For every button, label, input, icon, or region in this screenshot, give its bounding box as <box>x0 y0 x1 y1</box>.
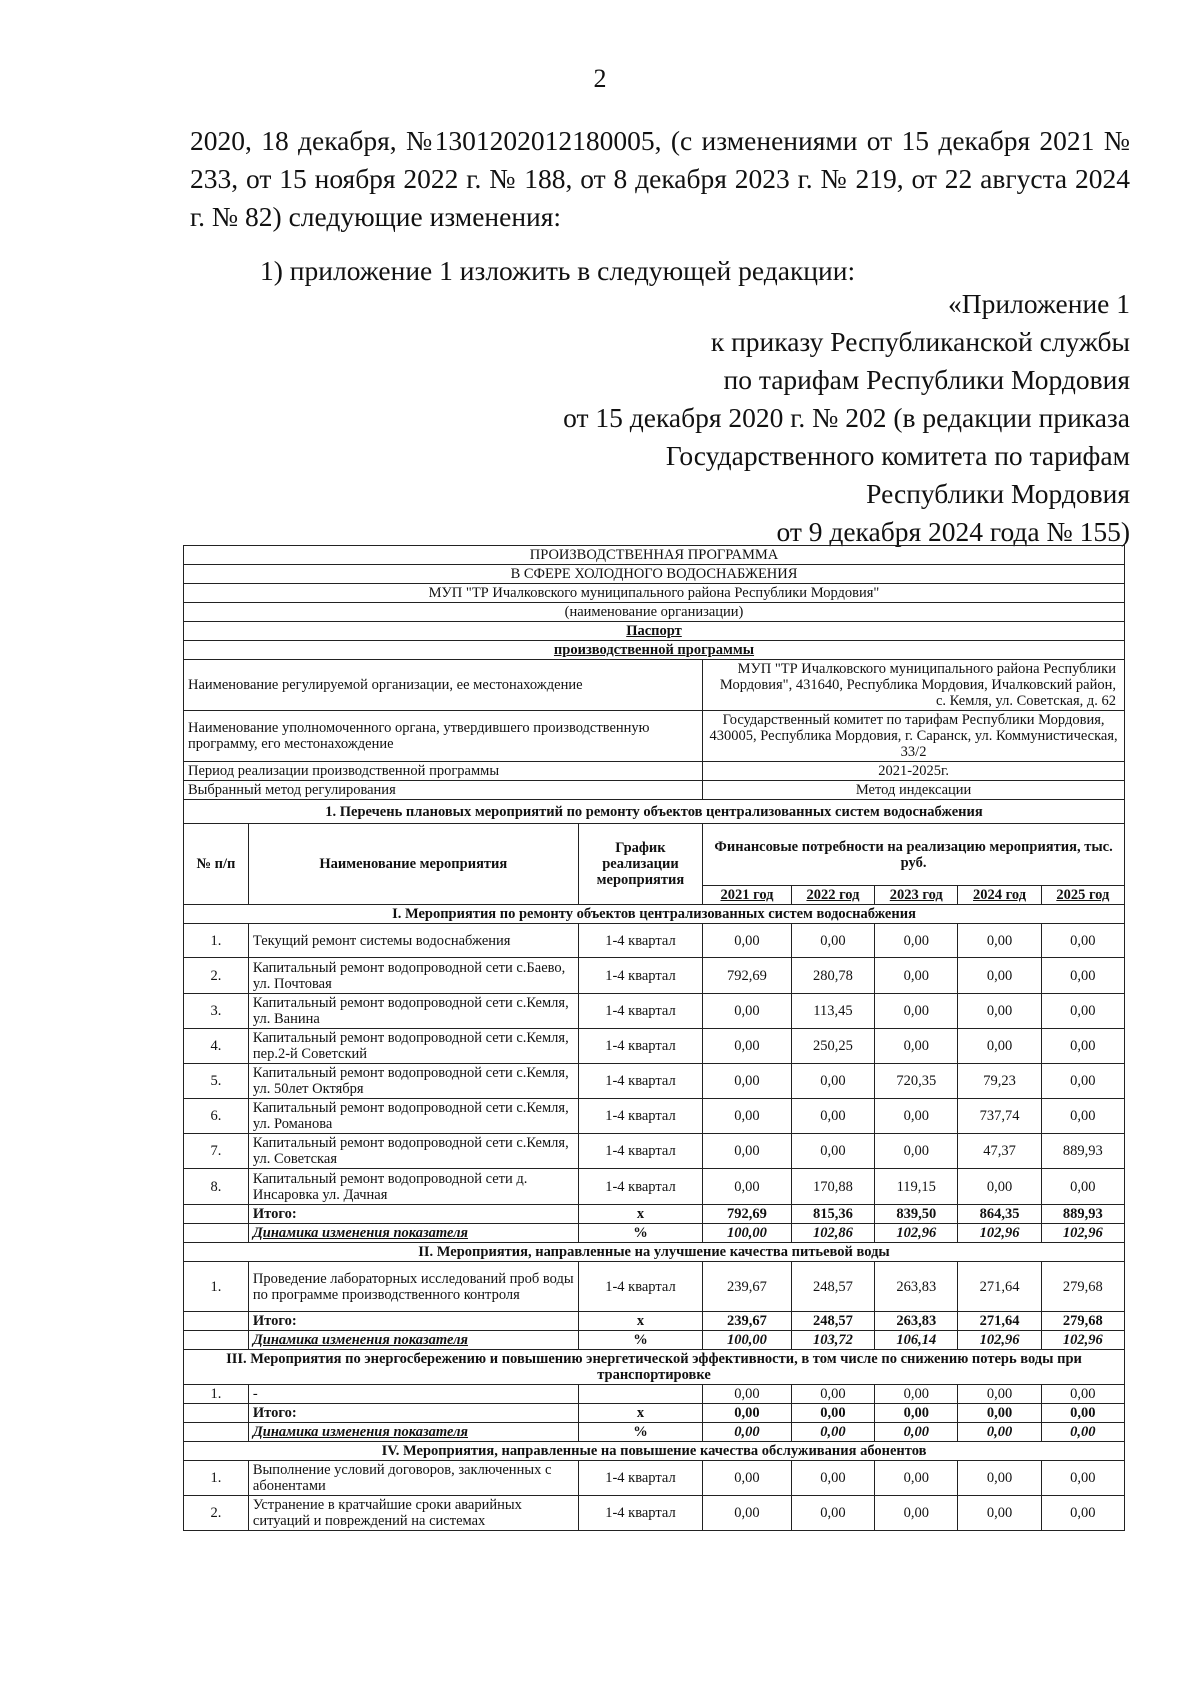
value-cell: 0,00 <box>1041 994 1124 1029</box>
value-cell: 0,00 <box>1041 1099 1124 1134</box>
program-subtitle: В СФЕРЕ ХОЛОДНОГО ВОДОСНАБЖЕНИЯ <box>184 565 1125 584</box>
schedule-cell: 1-4 квартал <box>578 958 702 994</box>
schedule-cell: 1-4 квартал <box>578 1496 702 1531</box>
row-number: 1. <box>184 1385 249 1404</box>
row-number: 2. <box>184 958 249 994</box>
value-cell: 239,67 <box>703 1262 792 1312</box>
measure-name: Капитальный ремонт водопроводной сети с.Кемля, пер.2-й Советский <box>248 1029 578 1064</box>
dynamics-value: 106,14 <box>875 1331 958 1350</box>
measure-name: Капитальный ремонт водопроводной сети с.Кемля, ул. 50лет Октября <box>248 1064 578 1099</box>
total-value: 0,00 <box>958 1404 1041 1423</box>
dynamics-label: Динамика изменения показателя <box>248 1331 578 1350</box>
value-cell: 0,00 <box>791 1461 874 1496</box>
total-value: 0,00 <box>875 1404 958 1423</box>
appendix-line: к приказу Республиканской службы <box>710 326 1130 357</box>
value-cell: 280,78 <box>791 958 874 994</box>
total-value: 263,83 <box>875 1312 958 1331</box>
value-cell: 0,00 <box>875 1134 958 1169</box>
schedule-cell: 1-4 квартал <box>578 1134 702 1169</box>
value-cell: 0,00 <box>791 924 874 958</box>
header-schedule: График реализации мероприятия <box>578 824 702 905</box>
value-cell: 0,00 <box>1041 958 1124 994</box>
value-cell: 0,00 <box>875 958 958 994</box>
value-cell: 0,00 <box>791 1496 874 1531</box>
passport-title: Паспорт <box>184 622 1125 641</box>
value-cell: 0,00 <box>1041 1029 1124 1064</box>
appendix-header <box>563 285 1130 551</box>
value-cell: 0,00 <box>1041 1064 1124 1099</box>
header-year: 2023 год <box>875 886 958 905</box>
total-label: Итого: <box>248 1404 578 1423</box>
group-title: II. Мероприятия, направленные на улучшение качества питьевой воды <box>184 1243 1125 1262</box>
row-number-empty <box>184 1224 249 1243</box>
value-cell: 0,00 <box>703 1385 792 1404</box>
schedule-cell: x <box>578 1312 702 1331</box>
dynamics-value: 0,00 <box>1041 1423 1124 1442</box>
header-num: № п/п <box>184 824 249 905</box>
dynamics-label: Динамика изменения показателя <box>248 1423 578 1442</box>
row-number-empty <box>184 1205 249 1224</box>
schedule-cell: 1-4 квартал <box>578 1099 702 1134</box>
dynamics-row <box>184 1331 1125 1350</box>
dynamics-value: 100,00 <box>703 1331 792 1350</box>
measure-name: Выполнение условий договоров, заключенных с абонентами <box>248 1461 578 1496</box>
passport-label: Период реализации производственной программы <box>184 762 703 781</box>
value-cell: 250,25 <box>791 1029 874 1064</box>
schedule-cell: 1-4 квартал <box>578 924 702 958</box>
value-cell: 263,83 <box>875 1262 958 1312</box>
organization-name: МУП "ТР Ичалковского муниципального района Республики Мордовия" <box>184 584 1125 603</box>
passport-value: МУП "ТР Ичалковского муниципального района Республики Мордовия", 431640, Республика Мордовия, Ичалковский район, с. Кемля, ул. Советская, д. 62 <box>703 660 1125 711</box>
value-cell: 0,00 <box>958 958 1041 994</box>
value-cell: 0,00 <box>703 924 792 958</box>
dynamics-value: 102,96 <box>958 1224 1041 1243</box>
total-row <box>184 1312 1125 1331</box>
total-value: 248,57 <box>791 1312 874 1331</box>
value-cell: 47,37 <box>958 1134 1041 1169</box>
passport-value: Государственный комитет по тарифам Республики Мордовия, 430005, Республика Мордовия, г. Саранск, ул. Коммунистическая, 33/2 <box>703 711 1125 762</box>
table-row <box>184 1064 1125 1099</box>
total-value: 889,93 <box>1041 1205 1124 1224</box>
value-cell: 0,00 <box>875 994 958 1029</box>
value-cell: 0,00 <box>958 1029 1041 1064</box>
organization-caption: (наименование организации) <box>184 603 1125 622</box>
header-year: 2025 год <box>1041 886 1124 905</box>
dynamics-value: 102,96 <box>1041 1331 1124 1350</box>
schedule-cell: 1-4 квартал <box>578 1064 702 1099</box>
dynamics-value: 0,00 <box>875 1423 958 1442</box>
value-cell: 0,00 <box>1041 1385 1124 1404</box>
header-name: Наименование мероприятия <box>248 824 578 905</box>
row-number: 5. <box>184 1064 249 1099</box>
value-cell: 0,00 <box>791 1385 874 1404</box>
value-cell: 0,00 <box>958 1169 1041 1205</box>
row-number: 8. <box>184 1169 249 1205</box>
dynamics-value: 0,00 <box>791 1423 874 1442</box>
value-cell: 119,15 <box>875 1169 958 1205</box>
group-title: IV. Мероприятия, направленные на повышение качества обслуживания абонентов <box>184 1442 1125 1461</box>
group-title-row <box>184 1442 1125 1461</box>
schedule-cell: x <box>578 1404 702 1423</box>
schedule-cell: % <box>578 1331 702 1350</box>
row-number: 7. <box>184 1134 249 1169</box>
dynamics-value: 102,96 <box>958 1331 1041 1350</box>
value-cell: 0,00 <box>958 1461 1041 1496</box>
value-cell: 0,00 <box>703 1029 792 1064</box>
value-cell: 0,00 <box>875 1099 958 1134</box>
header-year: 2022 год <box>791 886 874 905</box>
total-value: 864,35 <box>958 1205 1041 1224</box>
schedule-cell: x <box>578 1205 702 1224</box>
table-row <box>184 1385 1125 1404</box>
total-label: Итого: <box>248 1312 578 1331</box>
item-1: 1) приложение 1 изложить в следующей редакции: <box>260 255 856 286</box>
total-value: 0,00 <box>1041 1404 1124 1423</box>
table-row <box>184 994 1125 1029</box>
table-row <box>184 1496 1125 1531</box>
section-title: 1. Перечень плановых мероприятий по ремонту объектов централизованных систем водоснабжения <box>184 800 1125 824</box>
value-cell: 0,00 <box>875 1385 958 1404</box>
total-value: 279,68 <box>1041 1312 1124 1331</box>
schedule-cell: 1-4 квартал <box>578 994 702 1029</box>
row-number: 1. <box>184 1461 249 1496</box>
total-label: Итого: <box>248 1205 578 1224</box>
schedule-cell: % <box>578 1224 702 1243</box>
value-cell: 0,00 <box>875 1496 958 1531</box>
value-cell: 0,00 <box>703 1134 792 1169</box>
schedule-cell: 1-4 квартал <box>578 1262 702 1312</box>
total-row <box>184 1205 1125 1224</box>
value-cell: 0,00 <box>703 1496 792 1531</box>
group-title-row <box>184 905 1125 924</box>
measure-name: Капитальный ремонт водопроводной сети с.Кемля, ул. Ванина <box>248 994 578 1029</box>
value-cell: 0,00 <box>875 1461 958 1496</box>
header-finance: Финансовые потребности на реализацию мероприятия, тыс. руб. <box>703 824 1125 886</box>
dynamics-value: 102,96 <box>1041 1224 1124 1243</box>
passport-label: Наименование уполномоченного органа, утвердившего производственную программу, его местонахождение <box>184 711 703 762</box>
page-number: 2 <box>593 64 607 93</box>
value-cell: 0,00 <box>1041 1461 1124 1496</box>
value-cell: 0,00 <box>791 1099 874 1134</box>
dynamics-value: 102,86 <box>791 1224 874 1243</box>
total-value: 0,00 <box>791 1404 874 1423</box>
total-value: 239,67 <box>703 1312 792 1331</box>
row-number: 6. <box>184 1099 249 1134</box>
dynamics-row <box>184 1224 1125 1243</box>
measure-name: - <box>248 1385 578 1404</box>
row-number-empty <box>184 1312 249 1331</box>
table-row <box>184 1262 1125 1312</box>
group-title-row <box>184 1243 1125 1262</box>
measure-name: Проведение лабораторных исследований проб воды по программе производственного контроля <box>248 1262 578 1312</box>
total-value: 839,50 <box>875 1205 958 1224</box>
value-cell: 0,00 <box>958 994 1041 1029</box>
value-cell: 737,74 <box>958 1099 1041 1134</box>
value-cell: 0,00 <box>958 924 1041 958</box>
intro-paragraph: 2020, 18 декабря, №1301202012180005, (с изменениями от 15 декабря 2021 № 233, от 15 ноября 2022 г. № 188, от 8 декабря 2023 г. № 219, от 22 августа 2024 г. № 82) следующие изменения: <box>190 125 1130 232</box>
header-year: 2024 год <box>958 886 1041 905</box>
program-title: ПРОИЗВОДСТВЕННАЯ ПРОГРАММА <box>184 546 1125 565</box>
program-table-wrapper <box>183 545 1125 1531</box>
dynamics-value: 0,00 <box>703 1423 792 1442</box>
appendix-line: от 9 декабря 2024 года № 155) <box>776 516 1130 547</box>
schedule-cell <box>578 1385 702 1404</box>
measure-name: Устранение в кратчайшие сроки аварийных ситуаций и повреждений на системах <box>248 1496 578 1531</box>
dynamics-value: 102,96 <box>875 1224 958 1243</box>
value-cell: 271,64 <box>958 1262 1041 1312</box>
value-cell: 889,93 <box>1041 1134 1124 1169</box>
total-value: 271,64 <box>958 1312 1041 1331</box>
measure-name: Капитальный ремонт водопроводной сети д. Инсаровка ул. Дачная <box>248 1169 578 1205</box>
row-number-empty <box>184 1404 249 1423</box>
value-cell: 279,68 <box>1041 1262 1124 1312</box>
value-cell: 0,00 <box>703 1099 792 1134</box>
schedule-cell: 1-4 квартал <box>578 1029 702 1064</box>
total-value: 0,00 <box>703 1404 792 1423</box>
passport-value: Метод индексации <box>703 781 1125 800</box>
group-title: III. Мероприятия по энергосбережению и повышению энергетической эффективности, в том числе по снижению потерь воды при транспортировке <box>184 1350 1125 1385</box>
measure-name: Капитальный ремонт водопроводной сети с.Баево, ул. Почтовая <box>248 958 578 994</box>
value-cell: 0,00 <box>703 1461 792 1496</box>
schedule-cell: 1-4 квартал <box>578 1461 702 1496</box>
value-cell: 0,00 <box>791 1134 874 1169</box>
value-cell: 0,00 <box>1041 924 1124 958</box>
passport-label: Наименование регулируемой организации, ее местонахождение <box>184 660 703 711</box>
row-number: 1. <box>184 1262 249 1312</box>
value-cell: 0,00 <box>875 924 958 958</box>
table-row <box>184 1029 1125 1064</box>
appendix-line: Государственного комитета по тарифам <box>665 440 1130 471</box>
row-number-empty <box>184 1331 249 1350</box>
value-cell: 720,35 <box>875 1064 958 1099</box>
passport-label: Выбранный метод регулирования <box>184 781 703 800</box>
total-value: 815,36 <box>791 1205 874 1224</box>
table-row <box>184 1099 1125 1134</box>
passport-subtitle: производственной программы <box>184 641 1125 660</box>
value-cell: 0,00 <box>703 1064 792 1099</box>
value-cell: 0,00 <box>1041 1496 1124 1531</box>
group-title-row <box>184 1350 1125 1385</box>
appendix-line: по тарифам Республики Мордовия <box>723 364 1130 395</box>
value-cell: 0,00 <box>1041 1169 1124 1205</box>
table-row <box>184 1461 1125 1496</box>
schedule-cell: % <box>578 1423 702 1442</box>
total-row <box>184 1404 1125 1423</box>
value-cell: 0,00 <box>791 1064 874 1099</box>
table-row <box>184 1169 1125 1205</box>
row-number: 4. <box>184 1029 249 1064</box>
row-number: 1. <box>184 924 249 958</box>
header-year: 2021 год <box>703 886 792 905</box>
appendix-line: от 15 декабря 2020 г. № 202 (в редакции приказа <box>563 402 1130 433</box>
value-cell: 113,45 <box>791 994 874 1029</box>
program-table <box>183 545 1125 1531</box>
dynamics-value: 0,00 <box>958 1423 1041 1442</box>
value-cell: 170,88 <box>791 1169 874 1205</box>
dynamics-value: 103,72 <box>791 1331 874 1350</box>
value-cell: 792,69 <box>703 958 792 994</box>
dynamics-value: 100,00 <box>703 1224 792 1243</box>
row-number: 3. <box>184 994 249 1029</box>
dynamics-row <box>184 1423 1125 1442</box>
appendix-line: Республики Мордовия <box>866 478 1130 509</box>
passport-value: 2021-2025г. <box>703 762 1125 781</box>
value-cell: 248,57 <box>791 1262 874 1312</box>
value-cell: 0,00 <box>703 1169 792 1205</box>
total-value: 792,69 <box>703 1205 792 1224</box>
dynamics-label: Динамика изменения показателя <box>248 1224 578 1243</box>
measure-name: Капитальный ремонт водопроводной сети с.Кемля, ул. Романова <box>248 1099 578 1134</box>
value-cell: 0,00 <box>703 994 792 1029</box>
appendix-line: «Приложение 1 <box>948 288 1130 319</box>
measure-name: Текущий ремонт системы водоснабжения <box>248 924 578 958</box>
row-number-empty <box>184 1423 249 1442</box>
group-title: I. Мероприятия по ремонту объектов централизованных систем водоснабжения <box>184 905 1125 924</box>
table-row <box>184 924 1125 958</box>
measure-name: Капитальный ремонт водопроводной сети с.Кемля, ул. Советская <box>248 1134 578 1169</box>
value-cell: 0,00 <box>958 1496 1041 1531</box>
value-cell: 79,23 <box>958 1064 1041 1099</box>
value-cell: 0,00 <box>875 1029 958 1064</box>
schedule-cell: 1-4 квартал <box>578 1169 702 1205</box>
table-row <box>184 958 1125 994</box>
value-cell: 0,00 <box>958 1385 1041 1404</box>
row-number: 2. <box>184 1496 249 1531</box>
table-row <box>184 1134 1125 1169</box>
